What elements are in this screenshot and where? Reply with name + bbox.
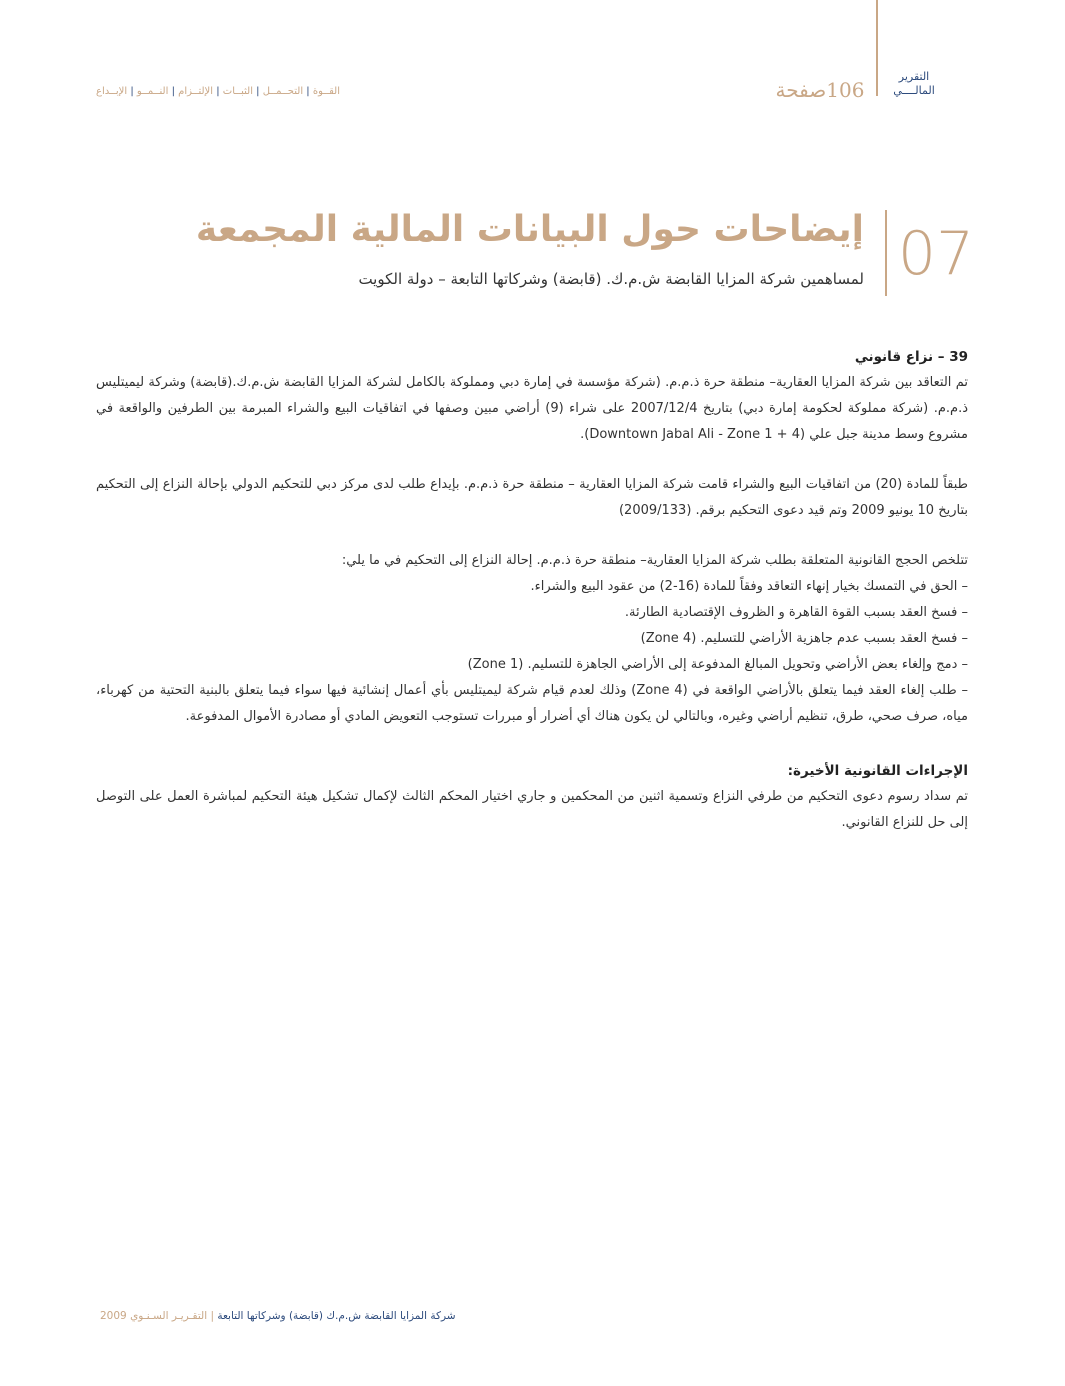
list-item: – الحق في التمسك بخيار إنهاء التعاقد وفقاً للمادة (16-2) من عقود البيع والشراء. xyxy=(530,579,968,594)
value-item: الإبــداع xyxy=(96,86,128,97)
page-subtitle: لمساهمين شركة المزايا القابضة ش.م.ك. (قابضة) وشركاتها التابعة – دولة الكويت xyxy=(358,270,864,288)
list-item: – دمج وإلغاء بعض الأراضي وتحويل المبالغ المدفوعة إلى الأراضي الجاهزة للتسليم. (Zone 1) xyxy=(467,657,968,672)
value-item: القــوة xyxy=(312,86,341,97)
document-body xyxy=(96,344,968,836)
list-item: – فسخ العقد بسبب عدم جاهزية الأراضي للتسليم. (Zone 4) xyxy=(640,631,968,646)
report-label-line2: المالــــي xyxy=(893,84,935,97)
list-item: – فسخ العقد بسبب القوة القاهرة و الظروف الإقتصادية الطارئة. xyxy=(624,605,968,620)
report-label xyxy=(884,70,944,98)
values-strip: القــوة | التحــمــل | الثبــات | الإلتــزام | النــمــو | الإبــداع xyxy=(96,86,341,97)
value-item: التحــمــل xyxy=(262,86,304,97)
page-number: 106صفحة xyxy=(775,78,865,102)
report-label-line1: التقرير xyxy=(898,70,930,83)
list-item: – طلب إلغاء العقد فيما يتعلق بالأراضي الواقعة في (Zone 4) وذلك لعدم قيام شركة ليميتليس بأي أعمال إنشائية فيها سواء فيما يتعلق بالبنية التحتية من كهرباء، مياه، صرف صحي، طرق، تنظيم أراضي وغيره، وبالتالي لن يكون هناك أي أضرار أو مبررات تستوجب التعويض المادي أو مصادرة الأموال المدفوعة. xyxy=(96,683,969,724)
paragraph: تم التعاقد بين شركة المزايا العقارية– منطقة حرة ذ.م.م. (شركة مؤسسة في إمارة دبي ومملوكة بالكامل لشركة المزايا القابضة ش.م.ك.(قابضة) وشركة ليميتليس ذ.م.م. (شركة مملوكة لحكومة إمارة دبي) بتاريخ 2007/12/4 على شراء (9) أراضي مبين وصفها في اتفاقيات البيع والشراء المبرمة بين الطرفين والواقعة في مشروع وسط مدينة جبل علي (Downtown Jabal Ali - Zone 1 + 4). xyxy=(96,375,969,442)
paragraph: تتلخص الحجج القانونية المتعلقة بطلب شركة المزايا العقارية– منطقة حرة ذ.م.م. إحالة النزاع إلى التحكيم في ما يلي: xyxy=(341,553,968,568)
page-title: إيضاحات حول البيانات المالية المجمعة xyxy=(195,209,864,250)
footer-company: شركة المزايا القابضة ش.م.ك (قابضة) وشركاتها التابعة xyxy=(217,1310,456,1322)
footer-report: التقـريـر السـنـوي 2009 xyxy=(100,1310,208,1322)
value-item: الثبــات xyxy=(222,86,253,97)
section-number: 07 xyxy=(897,219,975,289)
paragraph: طبقاً للمادة (20) من اتفاقيات البيع والشراء قامت شركة المزايا العقارية – منطقة حرة ذ.م.م. بإيداع طلب لدى مركز دبي للتحكيم الدولي بإحالة النزاع إلى التحكيم بتاريخ 10 يونيو 2009 وتم قيد دعوى التحكيم برقم. (2009/133) xyxy=(96,477,969,518)
section-heading: 39 – نزاع قانوني xyxy=(854,349,968,365)
value-item: النــمــو xyxy=(136,86,169,97)
footer: شركة المزايا القابضة ش.م.ك (قابضة) وشركاتها التابعة | التقـريـر السـنـوي 2009 xyxy=(100,1310,456,1322)
value-item: الإلتــزام xyxy=(178,86,214,97)
paragraph: تم سداد رسوم دعوى التحكيم من طرفي النزاع وتسمية اثنين من المحكمين و جاري اختيار المحكم الثالث لإكمال تشكيل هيئة التحكيم لمباشرة العمل على التوصل إلى حل للنزاع القانوني. xyxy=(96,789,968,830)
section-heading: الإجراءات القانونية الأخيرة: xyxy=(787,763,968,779)
section-divider xyxy=(885,210,887,296)
header-divider xyxy=(876,0,878,96)
